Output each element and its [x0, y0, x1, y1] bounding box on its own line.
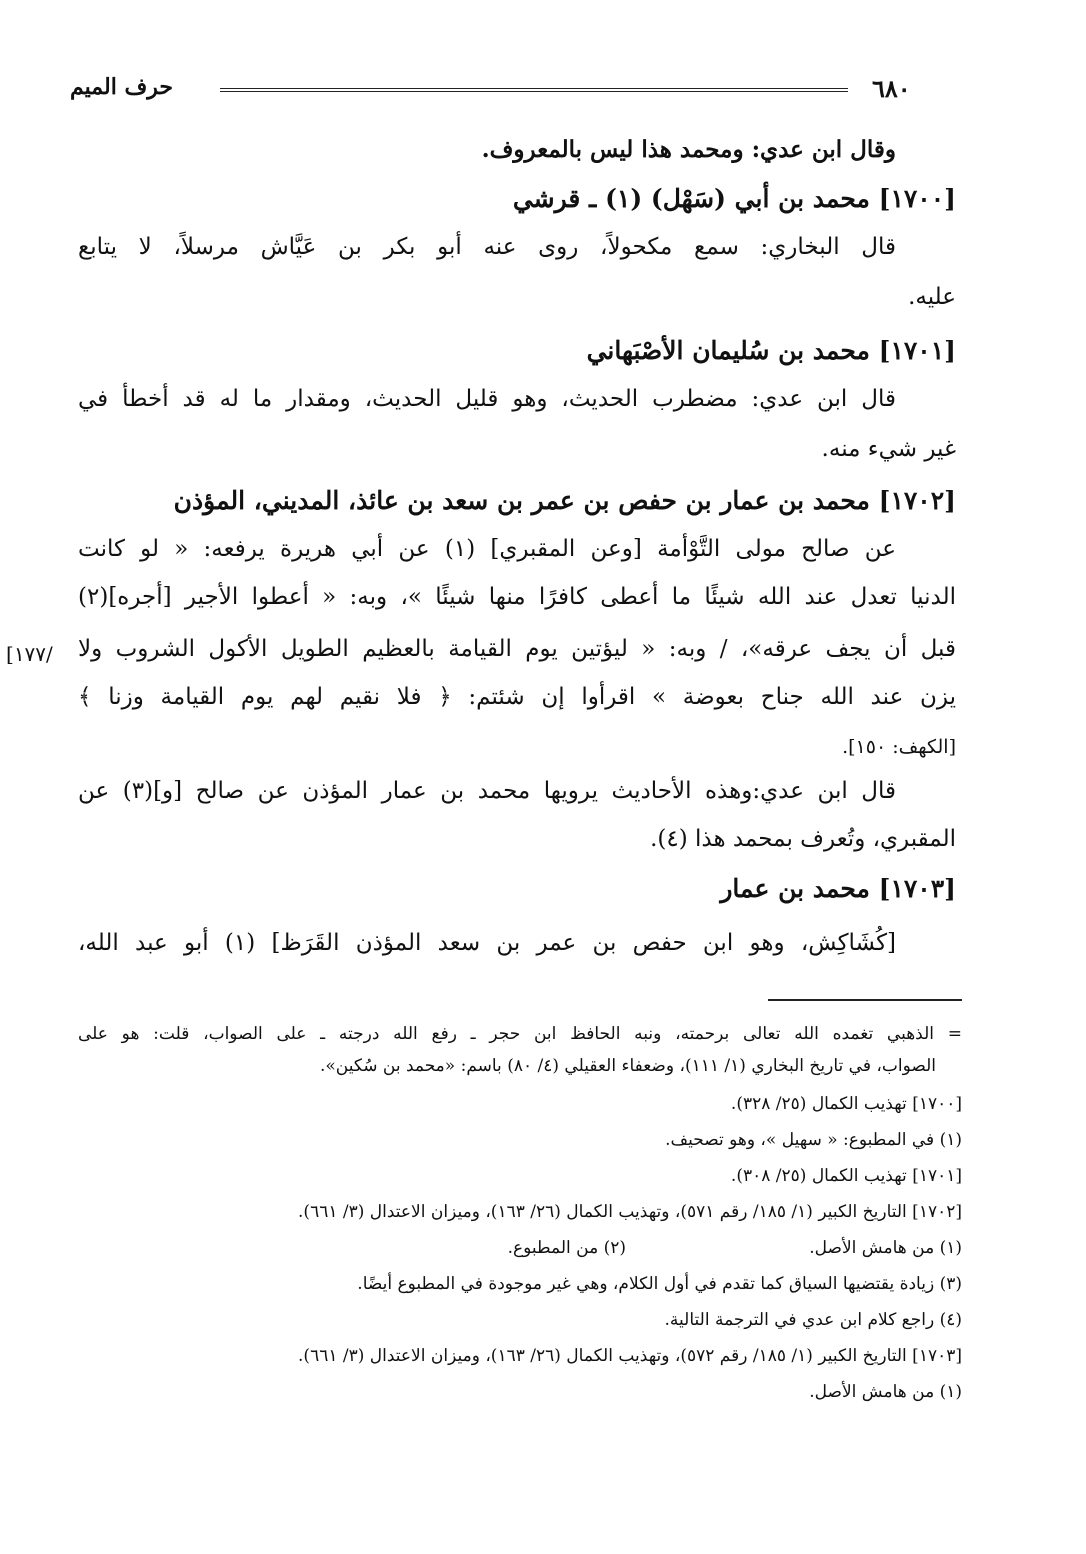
- body-line: [كُشَاكِش، وهو ابن حفص بن عمر بن سعد المؤذن القَرَظ] (١) أبو عبد الله،: [78, 930, 896, 956]
- footnote-line: (٢) من المطبوع.: [507, 1238, 626, 1258]
- footnote-line: (١) من هامش الأصل.: [809, 1238, 962, 1258]
- page-number: ٦٨٠: [872, 74, 911, 103]
- body-line: قال البخاري: سمع مكحولاً، روى عنه أبو بكر بن عَيَّاش مرسلاً، لا يتابع: [78, 234, 896, 260]
- body-line: يزن عند الله جناح بعوضة » اقرأوا إن شئتم: ﴿ فلا نقيم لهم يوم القيامة وزنا ﴾: [78, 684, 956, 710]
- body-line: قال ابن عدي:وهذه الأحاديث يرويها محمد بن عمار المؤذن عن صالح [و](٣) عن: [78, 778, 896, 804]
- body-line: غير شيء منه.: [821, 436, 956, 462]
- body-line: وقال ابن عدي: ومحمد هذا ليس بالمعروف.: [481, 136, 896, 163]
- entry-heading-1701: [١٧٠١] محمد بن سُليمان الأصْبَهاني: [586, 336, 956, 365]
- body-line: الدنيا تعدل عند الله شيئًا ما أعطى كافرًا منها شيئًا »، وبه: « أعطوا الأجير [أجره](٢): [78, 584, 956, 610]
- running-header-title: حرف الميم: [70, 74, 174, 100]
- footnote-line: [١٧٠٠] تهذيب الكمال (٢٥/ ٣٢٨).: [730, 1094, 962, 1114]
- body-line: المقبري، وتُعرف بمحمد هذا (٤).: [650, 826, 956, 852]
- header-rule: [220, 88, 848, 92]
- body-line: قبل أن يجف عرقه»، / وبه: « ليؤتين يوم القيامة بالعظيم الطويل الأكول الشروب ولا: [78, 636, 956, 662]
- body-line: عن صالح مولى التَّوْأمة [وعن المقبري] (١) عن أبي هريرة يرفعه: « لو كانت: [78, 536, 896, 562]
- entry-heading-1702: [١٧٠٢] محمد بن عمار بن حفص بن عمر بن سعد بن عائذ، المديني، المؤذن: [173, 486, 956, 515]
- entry-heading-1703: [١٧٠٣] محمد بن عمار: [720, 874, 956, 903]
- footnote-line: (٣) زيادة يقتضيها السياق كما تقدم في أول الكلام، وهي غير موجودة في المطبوع أيضًا.: [357, 1274, 962, 1294]
- footnote-separator: [768, 999, 962, 1001]
- footnote-line: = الذهبي تغمده الله تعالى برحمته، ونبه الحافظ ابن حجر ـ رفع الله درجته ـ على الصواب، قلت: هو على: [78, 1024, 962, 1044]
- entry-heading-1700: [١٧٠٠] محمد بن أبي (سَهْل) (١) ـ قرشي: [512, 184, 956, 213]
- footnote-line: (٤) راجع كلام ابن عدي في الترجمة التالية.: [664, 1310, 962, 1330]
- footnote-line: [١٧٠٣] التاريخ الكبير (١/ ١٨٥/ رقم ٥٧٢)، وتهذيب الكمال (٢٦/ ١٦٣)، وميزان الاعتدال (٣/ ٦٦١).: [298, 1346, 962, 1366]
- footnote-line: [١٧٠٢] التاريخ الكبير (١/ ١٨٥/ رقم ٥٧١)، وتهذيب الكمال (٢٦/ ١٦٣)، وميزان الاعتدال (٣/ ٦٦١).: [298, 1202, 962, 1222]
- quran-reference: [الكهف: ١٥٠].: [842, 736, 956, 758]
- margin-folio-note: [١٧٧/: [6, 642, 53, 666]
- footnote-line: [١٧٠١] تهذيب الكمال (٢٥/ ٣٠٨).: [730, 1166, 962, 1186]
- body-line: عليه.: [908, 284, 956, 310]
- footnote-line: الصواب، في تاريخ البخاري (١/ ١١١)، وضعفاء العقيلي (٤/ ٨٠) باسم: «محمد بن سُكين».: [319, 1056, 936, 1076]
- footnote-line: (١) في المطبوع: « سهيل »، وهو تصحيف.: [665, 1130, 962, 1150]
- footnote-line: (١) من هامش الأصل.: [809, 1382, 962, 1402]
- body-line: قال ابن عدي: مضطرب الحديث، وهو قليل الحديث، ومقدار ما له قد أخطأ في: [78, 386, 896, 412]
